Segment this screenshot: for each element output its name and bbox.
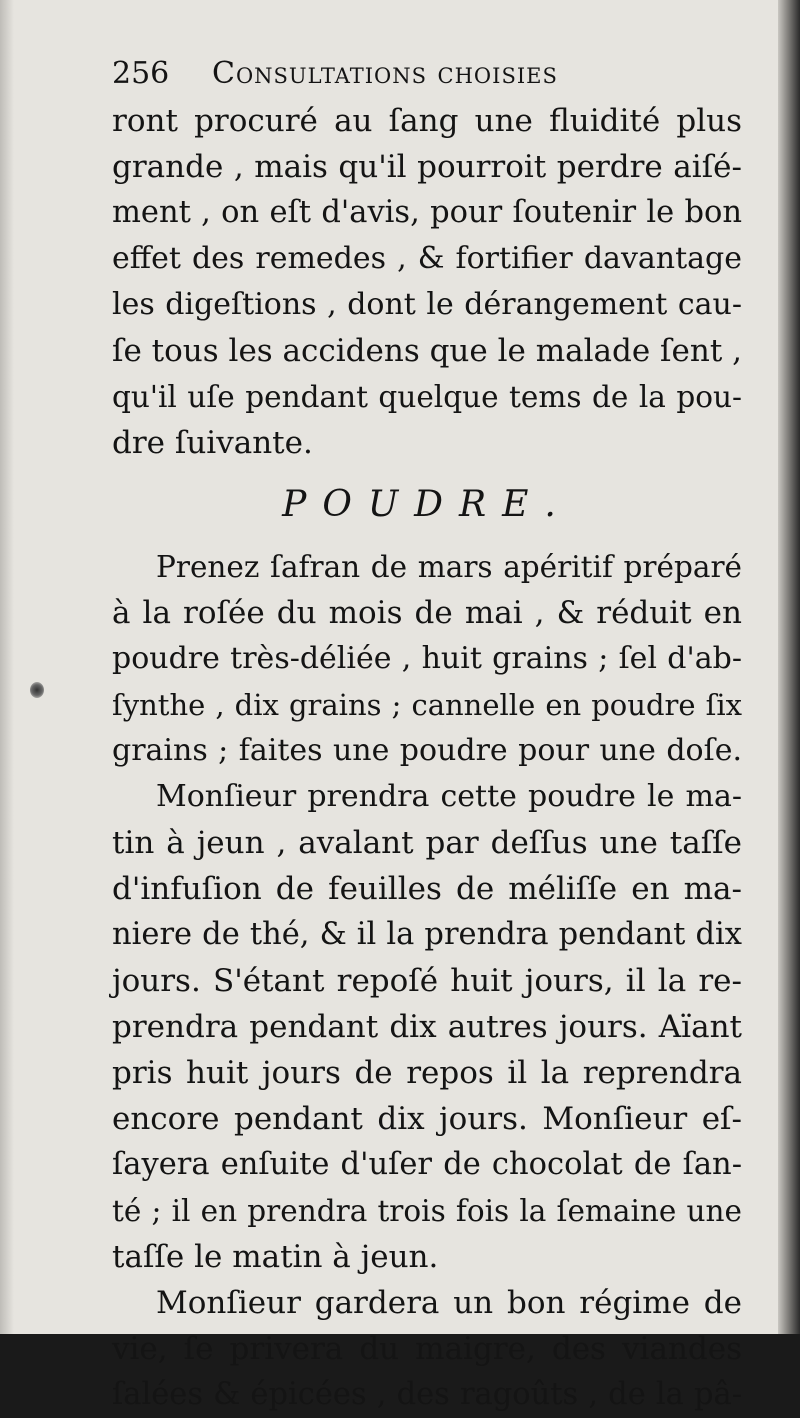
text-line: qu'il uſe pendant quelque tems de la pou- bbox=[112, 380, 742, 414]
running-title: Consultations choisies bbox=[212, 56, 558, 91]
paragraph bbox=[112, 774, 742, 1280]
paragraph bbox=[112, 98, 742, 466]
text-line: ſynthe , dix grains ; cannelle en poudre ſix bbox=[112, 688, 742, 722]
section-heading: POUDRE. bbox=[282, 484, 572, 525]
text-line: niere de thé, & il la prendra pendant dix bbox=[112, 917, 742, 952]
text-line: ſe tous les accidens que le malade ſent , bbox=[112, 333, 742, 369]
text-line: les digeſtions , dont le dérangement cau- bbox=[112, 287, 742, 322]
paragraph bbox=[112, 544, 742, 774]
text-line: ſalées & épicées , des ragoûts , de la pâ- bbox=[112, 1377, 742, 1412]
text-line: encore pendant dix jours. Monſieur eſ- bbox=[112, 1101, 742, 1137]
text-line: d'infuſion de feuilles de méliſſe en ma- bbox=[112, 871, 742, 907]
text-line: poudre très-déliée , huit grains ; ſel d'ab- bbox=[112, 641, 742, 676]
text-line: à la roſée du mois de mai , & réduit en bbox=[112, 595, 742, 631]
text-line: prendra pendant dix autres jours. Aïant bbox=[112, 1009, 742, 1045]
page-number: 256 bbox=[112, 56, 170, 91]
text-line: Prenez ſafran de mars apéritif préparé bbox=[156, 550, 742, 584]
text-line: té ; il en prendra trois fois la ſemaine une bbox=[112, 1194, 742, 1228]
text-line: dre ſuivante. bbox=[112, 425, 313, 461]
text-line: taſſe le matin à jeun. bbox=[112, 1239, 439, 1275]
text-line: ront procuré au ſang une fluidité plus bbox=[112, 103, 742, 139]
text-line: ment , on eſt d'avis, pour ſoutenir le bon bbox=[112, 195, 742, 230]
text-line: Monſieur prendra cette poudre le ma- bbox=[156, 779, 742, 814]
ink-spot bbox=[30, 682, 44, 698]
text-line: grains ; faites une poudre pour une doſe. bbox=[112, 733, 742, 768]
text-line: ſayera enſuite d'uſer de chocolat de ſan- bbox=[112, 1147, 742, 1182]
running-header bbox=[112, 50, 742, 98]
text-line: jours. S'étant repoſé huit jours, il la re- bbox=[112, 963, 742, 999]
text-line: effet des remedes , & fortifier davantage bbox=[112, 241, 742, 276]
text-line: grande , mais qu'il pourroit perdre aiſé- bbox=[112, 149, 742, 185]
text-line: Monſieur gardera un bon régime de bbox=[156, 1285, 742, 1321]
gutter-shadow bbox=[0, 0, 14, 1334]
text-line: tin à jeun , avalant par deſſus une taſſe bbox=[112, 825, 742, 861]
paragraph bbox=[112, 1280, 742, 1418]
text-line: pris huit jours de repos il la reprendra bbox=[112, 1055, 742, 1091]
text-line: vie, ſe privera du maigre, des viandes bbox=[112, 1331, 742, 1367]
page-edge bbox=[778, 0, 800, 1334]
page-text bbox=[112, 50, 742, 1418]
